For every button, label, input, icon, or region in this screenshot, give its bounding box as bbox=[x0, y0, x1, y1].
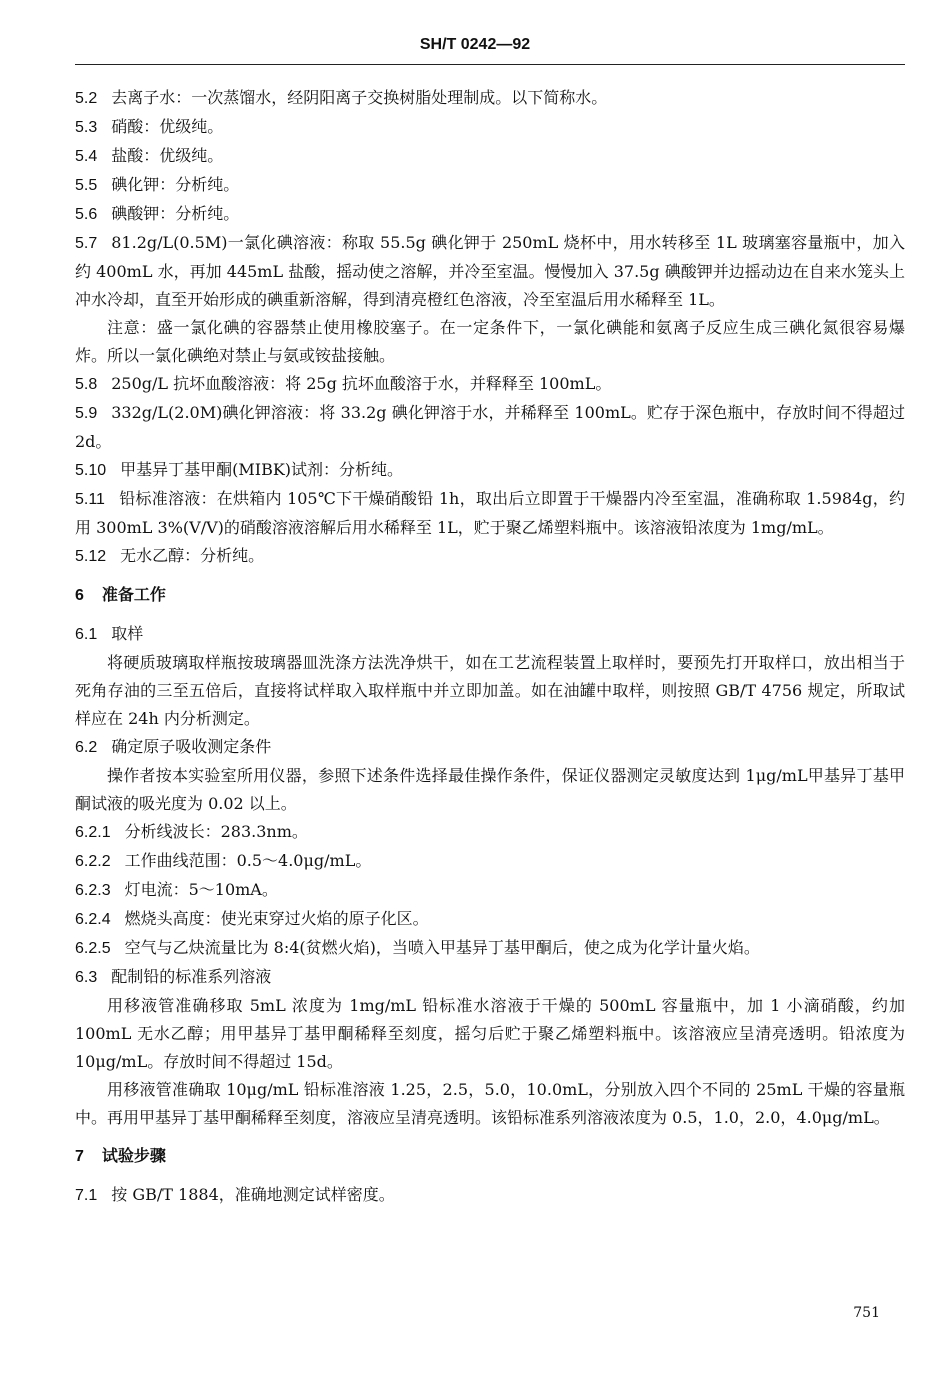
clause-text: 碘化钾：分析纯。 bbox=[111, 175, 240, 194]
clause-text: 配制铅的标准系列溶液 bbox=[111, 967, 272, 986]
numbered-clause bbox=[75, 370, 905, 399]
clause-number: 6.2.3 bbox=[75, 882, 111, 899]
numbered-clause bbox=[75, 818, 905, 847]
clause-text: 用移液管准确移取 5mL 浓度为 1mg/mL 铅标准水溶液于干燥的 500mL 容量瓶中，加 1 小滴硝酸，约加 100mL 无水乙醇；用甲基异丁基甲酮稀释至刻度，摇匀后贮于聚乙烯塑料瓶中。该溶液应呈清亮透明。铅浓度为 10μg/mL。存放时间不得超过 15d。 bbox=[75, 996, 905, 1071]
clause-number: 5.9 bbox=[75, 405, 98, 422]
numbered-clause bbox=[75, 84, 905, 113]
clause-number: 5.11 bbox=[75, 491, 105, 508]
clause-text: 用移液管准确取 10μg/mL 铅标准溶液 1.25，2.5，5.0，10.0mL，分别放入四个不同的 25mL 干燥的容量瓶中。再用甲基异丁基甲酮稀释至刻度，溶液应呈清亮透明。该铅标准系列溶液浓度为 0.5，1.0，2.0，4.0μg/mL。 bbox=[75, 1080, 905, 1127]
clause-text: 分析线波长：283.3nm。 bbox=[124, 822, 308, 841]
clause-text: 332g/L(2.0M)碘化钾溶液：将 33.2g 碘化钾溶于水，并稀释至 100mL。贮存于深色瓶中，存放时间不得超过 2d。 bbox=[75, 403, 905, 451]
clause-number: 6.1 bbox=[75, 626, 98, 643]
numbered-clause bbox=[75, 620, 905, 649]
clause-number: 6.2 bbox=[75, 739, 98, 756]
clause-number: 6.3 bbox=[75, 969, 98, 986]
clause-text: 操作者按本实验室所用仪器，参照下述条件选择最佳操作条件，保证仪器测定灵敏度达到 1μg/mL甲基异丁基甲酮试液的吸光度为 0.02 以上。 bbox=[75, 766, 905, 813]
clause-number: 5.8 bbox=[75, 376, 98, 393]
numbered-clause bbox=[75, 113, 905, 142]
numbered-clause bbox=[75, 542, 905, 571]
clause-text: 去离子水：一次蒸馏水，经阴阳离子交换树脂处理制成。以下简称水。 bbox=[111, 88, 608, 107]
clause-text: 无水乙醇：分析纯。 bbox=[120, 546, 265, 565]
numbered-clause bbox=[75, 171, 905, 200]
clause-text: 试验步骤 bbox=[101, 1146, 166, 1165]
clause-number: 5.12 bbox=[75, 548, 107, 565]
header-rule bbox=[75, 64, 905, 65]
clause-text: 铅标准溶液：在烘箱内 105℃下干燥硝酸铅 1h，取出后立即置于干燥器内冷至室温，准确称取 1.5984g，约用 300mL 3%(V/V)的硝酸溶液溶解后用水稀释至 1L，贮于聚乙烯塑料瓶中。该溶液铅浓度为 1mg/mL。 bbox=[75, 489, 905, 537]
clause-text: 甲基异丁基甲酮(MIBK)试剂：分析纯。 bbox=[120, 460, 404, 479]
paragraph bbox=[75, 992, 905, 1076]
numbered-clause bbox=[75, 1181, 905, 1210]
numbered-clause bbox=[75, 142, 905, 171]
clause-number: 5.7 bbox=[75, 235, 98, 252]
clause-number: 6.2.5 bbox=[75, 940, 111, 957]
numbered-clause bbox=[75, 200, 905, 229]
clause-text: 250g/L 抗坏血酸溶液：将 25g 抗坏血酸溶于水，并释释至 100mL。 bbox=[111, 374, 612, 393]
paragraph bbox=[75, 762, 905, 818]
numbered-clause bbox=[75, 847, 905, 876]
clause-number: 6.2.1 bbox=[75, 824, 111, 841]
clause-number: 5.5 bbox=[75, 177, 98, 194]
numbered-clause bbox=[75, 934, 905, 963]
clause-text: 灯电流：5～10mA。 bbox=[124, 880, 278, 899]
clause-number: 5.3 bbox=[75, 119, 98, 136]
numbered-clause bbox=[75, 456, 905, 485]
section-heading bbox=[75, 1142, 905, 1171]
numbered-clause bbox=[75, 399, 905, 456]
document-body bbox=[75, 84, 905, 1210]
clause-text: 碘酸钾：分析纯。 bbox=[111, 204, 240, 223]
numbered-clause bbox=[75, 229, 905, 314]
clause-text: 硝酸：优级纯。 bbox=[111, 117, 224, 136]
paragraph bbox=[75, 1076, 905, 1132]
clause-text: 工作曲线范围：0.5～4.0μg/mL。 bbox=[124, 851, 372, 870]
clause-number: 5.6 bbox=[75, 206, 98, 223]
clause-text: 取样 bbox=[111, 624, 144, 643]
numbered-clause bbox=[75, 963, 905, 992]
clause-text: 燃烧头高度：使光束穿过火焰的原子化区。 bbox=[124, 909, 429, 928]
page-header: SH/T 0242—92 bbox=[419, 36, 531, 53]
clause-text: 准备工作 bbox=[101, 585, 166, 604]
clause-text: 将硬质玻璃取样瓶按玻璃器皿洗涤方法洗净烘干，如在工艺流程装置上取样时，要预先打开取样口，放出相当于死角存油的三至五倍后，直接将试样取入取样瓶中并立即加盖。如在油罐中取样，则按照 GB/T 4756 规定，所取试样应在 24h 内分析测定。 bbox=[75, 653, 905, 728]
clause-number: 6.2.4 bbox=[75, 911, 111, 928]
clause-number: 7 bbox=[75, 1148, 84, 1165]
clause-number: 5.10 bbox=[75, 462, 107, 479]
clause-number: 6.2.2 bbox=[75, 853, 111, 870]
numbered-clause bbox=[75, 876, 905, 905]
clause-text: 空气与乙炔流量比为 8:4(贫燃火焰)，当喷入甲基异丁基甲酮后，使之成为化学计量火焰。 bbox=[124, 938, 760, 957]
page-number: 751 bbox=[853, 1305, 880, 1321]
clause-text: 81.2g/L(0.5M)一氯化碘溶液：称取 55.5g 碘化钾于 250mL 烧杯中，用水转移至 1L 玻璃塞容量瓶中，加入约 400mL 水，再加 445mL 盐酸，摇动使之溶解，并冷至室温。慢慢加入 37.5g 碘酸钾并边摇动边在自来水笼头上冲水冷却，直至开始形成的碘重新溶解，得到清亮橙红色溶液，冷至室温后用水稀释至 1L。 bbox=[75, 233, 905, 309]
numbered-clause bbox=[75, 905, 905, 934]
clause-number: 5.2 bbox=[75, 90, 98, 107]
paragraph bbox=[75, 314, 905, 370]
clause-number: 7.1 bbox=[75, 1187, 98, 1204]
paragraph bbox=[75, 649, 905, 733]
clause-number: 5.4 bbox=[75, 148, 98, 165]
section-heading bbox=[75, 581, 905, 610]
numbered-clause bbox=[75, 485, 905, 542]
clause-text: 盐酸：优级纯。 bbox=[111, 146, 224, 165]
numbered-clause bbox=[75, 733, 905, 762]
clause-number: 6 bbox=[75, 587, 84, 604]
clause-text: 注意：盛一氯化碘的容器禁止使用橡胶塞子。在一定条件下，一氯化碘能和氨离子反应生成三碘化氮很容易爆炸。所以一氯化碘绝对禁止与氨或铵盐接触。 bbox=[75, 318, 905, 365]
clause-text: 按 GB/T 1884，准确地测定试样密度。 bbox=[111, 1185, 395, 1204]
clause-text: 确定原子吸收测定条件 bbox=[111, 737, 272, 756]
